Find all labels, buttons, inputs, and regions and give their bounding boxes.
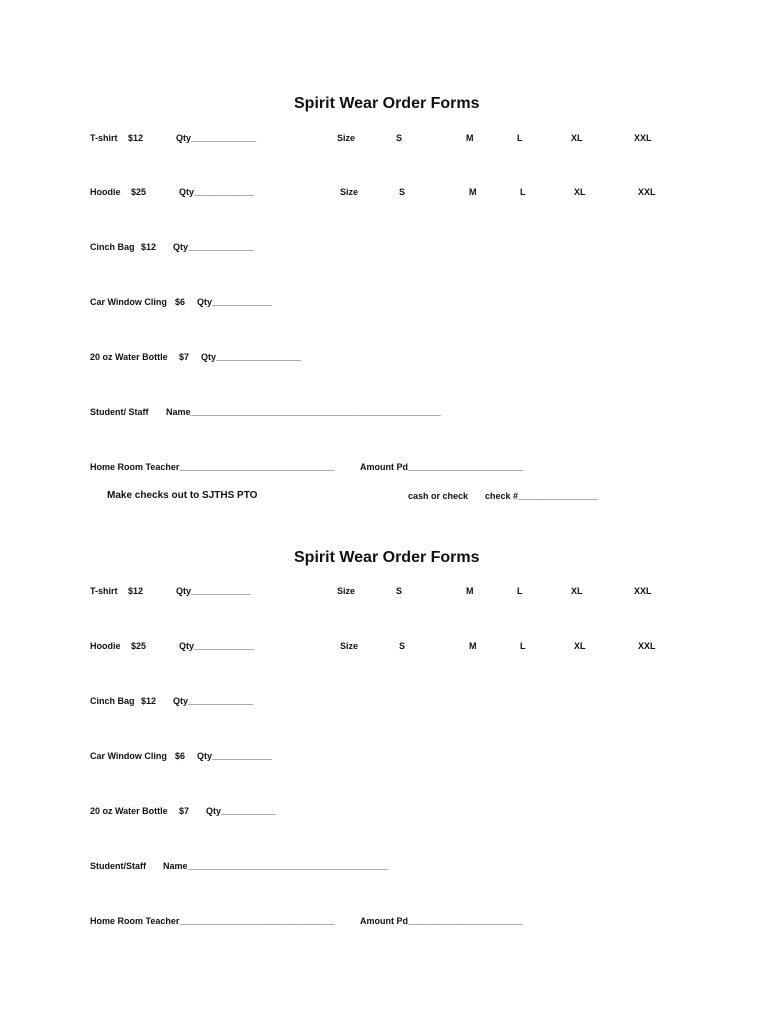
cinch-bag-qty-field[interactable]: Qty_____________ <box>173 696 254 706</box>
tshirt-qty-field[interactable]: Qty____________ <box>176 586 252 596</box>
amount-paid-field[interactable]: Amount Pd_______________________ <box>360 462 524 472</box>
tshirt-size-label: Size <box>337 133 356 143</box>
hoodie-size-m[interactable]: M <box>469 187 477 197</box>
tshirt-size-s[interactable]: S <box>396 133 403 143</box>
hoodie-size-label: Size <box>340 641 359 651</box>
water-bottle-price: $7 <box>179 806 190 816</box>
hoodie-size-xxl[interactable]: XXL <box>638 187 656 197</box>
cinch-bag-price: $12 <box>141 696 157 706</box>
tshirt-size-xxl[interactable]: XXL <box>634 586 652 596</box>
hoodie-label: Hoodie <box>90 641 121 651</box>
cinch-bag-qty-field[interactable]: Qty_____________ <box>173 242 254 252</box>
water-bottle-qty-field[interactable]: Qty___________ <box>206 806 277 816</box>
water-bottle-label: 20 oz Water Bottle <box>90 806 168 816</box>
tshirt-label: T-shirt <box>90 133 118 143</box>
tshirt-qty-field[interactable]: Qty_____________ <box>176 133 257 143</box>
hoodie-size-m[interactable]: M <box>469 641 477 651</box>
hoodie-price: $25 <box>131 187 147 197</box>
hoodie-size-l[interactable]: L <box>520 641 526 651</box>
hoodie-size-label: Size <box>340 187 359 197</box>
car-cling-label: Car Window Cling <box>90 297 167 307</box>
water-bottle-label: 20 oz Water Bottle <box>90 352 168 362</box>
form-title: Spirit Wear Order Forms <box>294 95 480 112</box>
tshirt-size-l[interactable]: L <box>517 133 523 143</box>
student-staff-label: Student/Staff <box>90 861 146 871</box>
hoodie-size-xl[interactable]: XL <box>574 187 586 197</box>
water-bottle-price: $7 <box>179 352 190 362</box>
car-cling-price: $6 <box>175 297 186 307</box>
hoodie-size-l[interactable]: L <box>520 187 526 197</box>
homeroom-teacher-field[interactable]: Home Room Teacher_______________________________ <box>90 916 335 926</box>
car-cling-label: Car Window Cling <box>90 751 167 761</box>
tshirt-label: T-shirt <box>90 586 118 596</box>
cinch-bag-price: $12 <box>141 242 157 252</box>
tshirt-size-xxl[interactable]: XXL <box>634 133 652 143</box>
tshirt-size-m[interactable]: M <box>466 133 474 143</box>
student-staff-label: Student/ Staff <box>90 407 149 417</box>
name-field[interactable]: Name__________________________________________________ <box>166 407 441 417</box>
amount-paid-field[interactable]: Amount Pd_______________________ <box>360 916 524 926</box>
water-bottle-qty-field[interactable]: Qty_________________ <box>201 352 302 362</box>
hoodie-price: $25 <box>131 641 147 651</box>
car-cling-qty-field[interactable]: Qty____________ <box>197 751 273 761</box>
car-cling-price: $6 <box>175 751 186 761</box>
cash-or-check-label: cash or check <box>408 491 469 501</box>
checks-payable-note: Make checks out to SJTHS PTO <box>107 490 258 501</box>
hoodie-size-xxl[interactable]: XXL <box>638 641 656 651</box>
tshirt-size-xl[interactable]: XL <box>571 133 583 143</box>
check-number-field[interactable]: check #________________ <box>485 491 599 501</box>
form-title: Spirit Wear Order Forms <box>294 549 480 566</box>
cinch-bag-label: Cinch Bag <box>90 696 135 706</box>
name-field[interactable]: Name________________________________________ <box>163 861 388 871</box>
hoodie-size-s[interactable]: S <box>399 187 406 197</box>
tshirt-size-l[interactable]: L <box>517 586 523 596</box>
car-cling-qty-field[interactable]: Qty____________ <box>197 297 273 307</box>
hoodie-size-s[interactable]: S <box>399 641 406 651</box>
hoodie-size-xl[interactable]: XL <box>574 641 586 651</box>
tshirt-size-s[interactable]: S <box>396 586 403 596</box>
tshirt-price: $12 <box>128 133 144 143</box>
tshirt-size-m[interactable]: M <box>466 586 474 596</box>
cinch-bag-label: Cinch Bag <box>90 242 135 252</box>
tshirt-size-label: Size <box>337 586 356 596</box>
tshirt-price: $12 <box>128 586 144 596</box>
hoodie-qty-field[interactable]: Qty____________ <box>179 187 255 197</box>
tshirt-size-xl[interactable]: XL <box>571 586 583 596</box>
hoodie-qty-field[interactable]: Qty____________ <box>179 641 255 651</box>
hoodie-label: Hoodie <box>90 187 121 197</box>
homeroom-teacher-field[interactable]: Home Room Teacher_______________________________ <box>90 462 335 472</box>
